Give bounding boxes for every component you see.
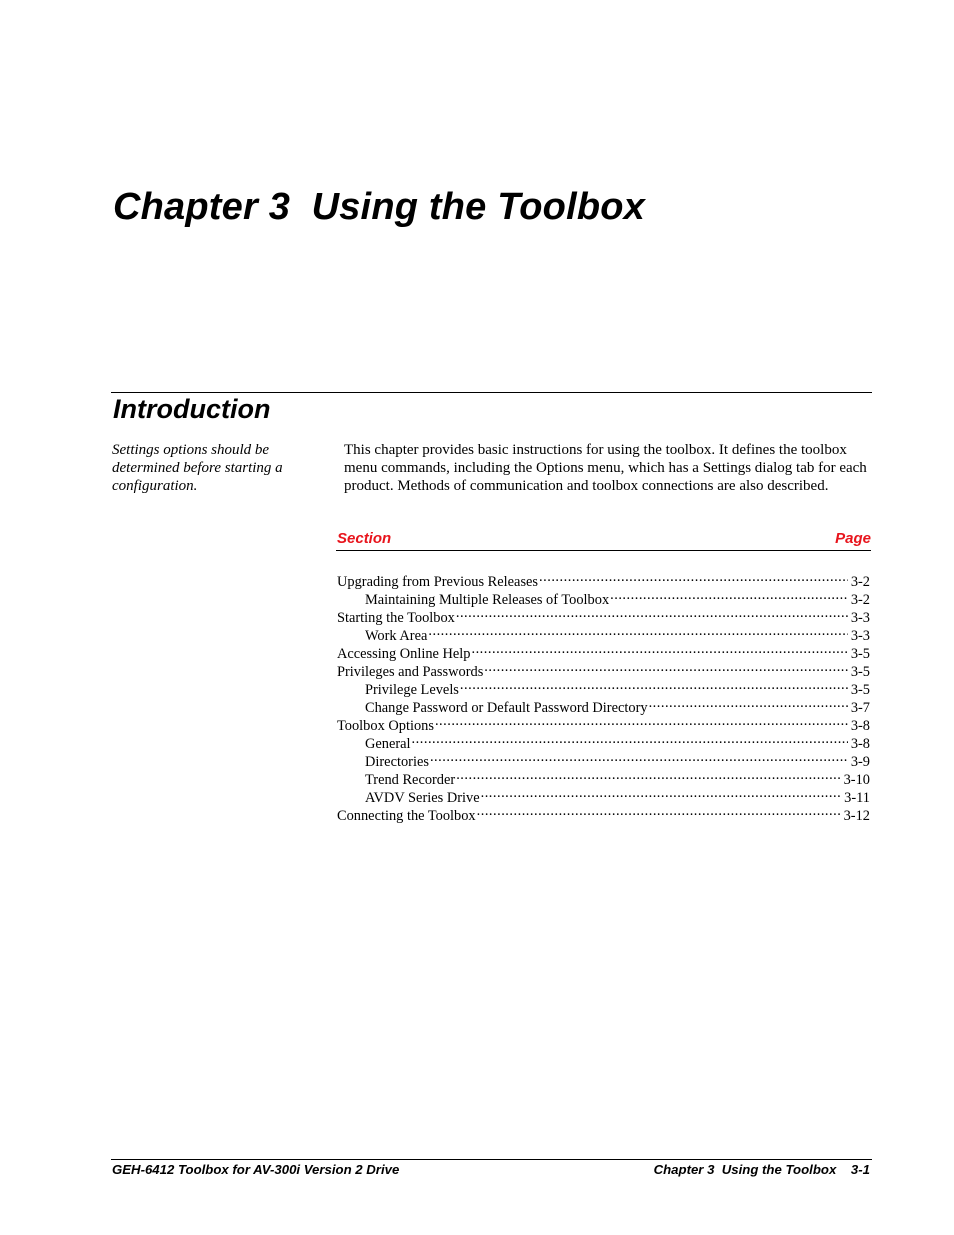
toc-entry-title: Directories xyxy=(365,754,429,770)
toc-entry[interactable] xyxy=(337,730,870,752)
toc-entry-title: Maintaining Multiple Releases of Toolbox xyxy=(365,592,610,608)
toc-dot-leader xyxy=(434,712,848,730)
toc-entry[interactable] xyxy=(337,568,870,590)
toc-entry-title: AVDV Series Drive xyxy=(365,790,480,806)
toc-entry-title: Connecting the Toolbox xyxy=(337,808,476,824)
toc-header xyxy=(336,530,871,551)
toc-entry-title: Accessing Online Help xyxy=(337,646,471,662)
toc-entry-page: 3-2 xyxy=(850,574,870,590)
footer-divider xyxy=(111,1159,872,1160)
toc-entry-page: 3-3 xyxy=(850,610,870,626)
table-of-contents xyxy=(337,568,870,824)
toc-dot-leader xyxy=(427,622,847,640)
toc-entry-title: General xyxy=(365,736,411,752)
toc-entry-page: 3-5 xyxy=(850,664,870,680)
section-divider xyxy=(111,392,872,393)
toc-dot-leader xyxy=(470,640,847,658)
toc-entry-page: 3-9 xyxy=(850,754,870,770)
toc-dot-leader xyxy=(538,568,848,586)
intro-paragraph: This chapter provides basic instructions for using the toolbox. It defines the toolbox menu commands, including the Options menu, which has a Settings dialog tab for each product. Methods of communication and toolbox connections are also described. xyxy=(344,442,867,494)
toc-entry[interactable] xyxy=(337,748,870,770)
toc-dot-leader xyxy=(411,730,848,748)
toc-entry-title: Upgrading from Previous Releases xyxy=(337,574,539,590)
margin-note: Settings options should be determined before starting a configuration. xyxy=(112,442,283,494)
toc-entry-title: Privilege Levels xyxy=(365,682,459,698)
toc-entry-title: Trend Recorder xyxy=(365,772,456,788)
toc-dot-leader xyxy=(483,658,848,676)
footer-document-title: GEH-6412 Toolbox for AV-300i Version 2 Drive xyxy=(112,1162,400,1177)
toc-dot-leader xyxy=(429,748,848,766)
toc-dot-leader xyxy=(455,766,840,784)
toc-entry-title: Privileges and Passwords xyxy=(337,664,484,680)
toc-entry-page: 3-3 xyxy=(850,628,870,644)
toc-entry-page: 3-12 xyxy=(843,808,870,824)
section-heading: Introduction xyxy=(113,394,271,424)
chapter-title: Chapter 3 Using the Toolbox xyxy=(113,186,645,228)
footer-page-label: Chapter 3 Using the Toolbox 3-1 xyxy=(653,1162,870,1177)
toc-entry-page: 3-11 xyxy=(844,790,870,806)
toc-entry-page: 3-8 xyxy=(850,736,870,752)
toc-entry-page: 3-5 xyxy=(850,682,870,698)
toc-entry-title: Starting the Toolbox xyxy=(337,610,455,626)
toc-header-page: Page xyxy=(835,530,871,547)
toc-entry-page: 3-2 xyxy=(850,592,870,608)
toc-entry-title: Change Password or Default Password Directory xyxy=(365,700,648,716)
toc-dot-leader xyxy=(648,694,848,712)
toc-dot-leader xyxy=(476,802,841,820)
toc-entry-title: Toolbox Options xyxy=(337,718,434,734)
toc-entry-title: Work Area xyxy=(365,628,428,644)
toc-header-section: Section xyxy=(337,530,392,547)
toc-entry-page: 3-8 xyxy=(850,718,870,734)
toc-dot-leader xyxy=(480,784,842,802)
toc-entry-page: 3-5 xyxy=(850,646,870,662)
toc-entry-page: 3-7 xyxy=(850,700,870,716)
toc-dot-leader xyxy=(459,676,848,694)
toc-dot-leader xyxy=(455,604,848,622)
toc-entry-page: 3-10 xyxy=(843,772,870,788)
toc-dot-leader xyxy=(609,586,848,604)
